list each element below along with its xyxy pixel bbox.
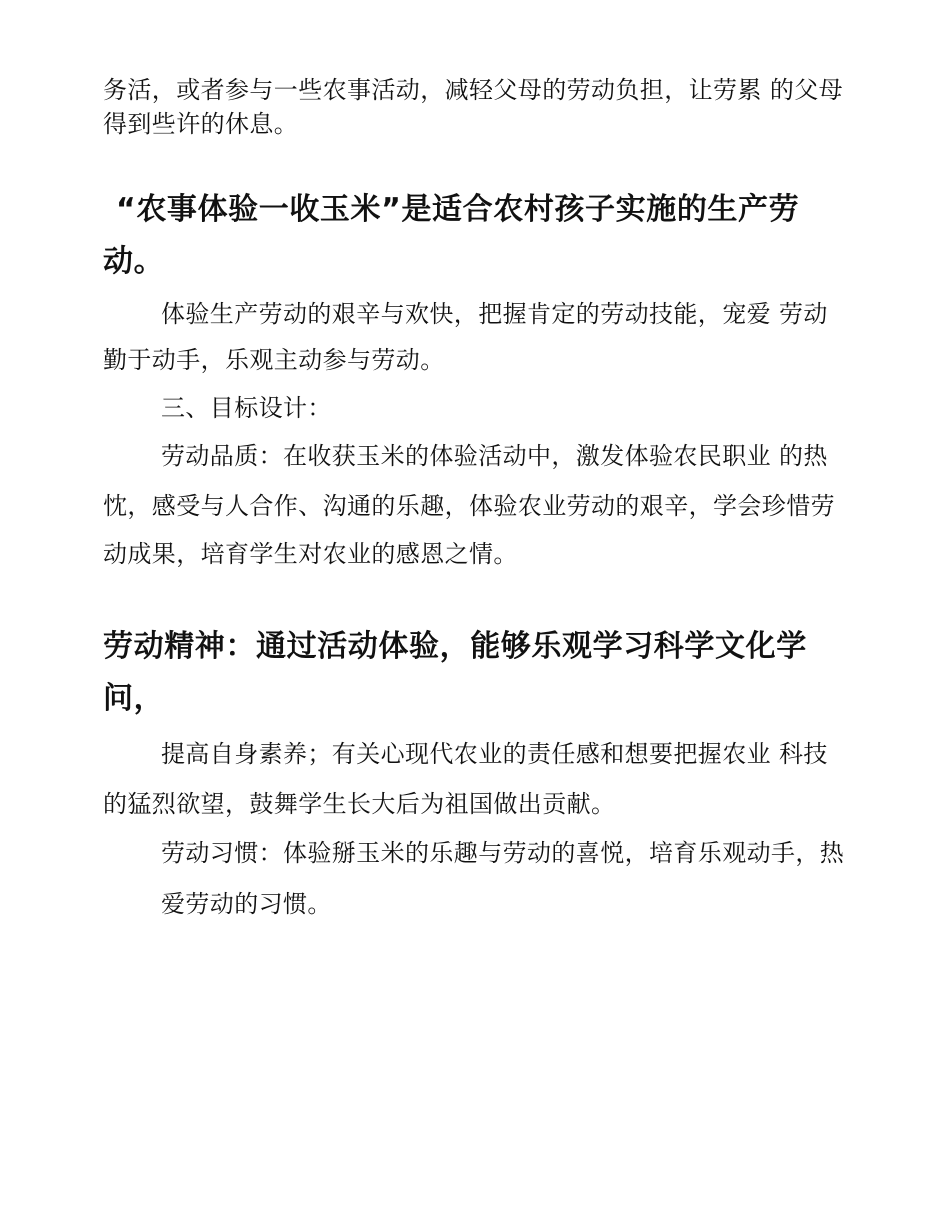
heading-farm-experience-line-1: “农事体验一收玉米”是适合农村孩子实施的生产劳 — [116, 192, 800, 227]
labor-quality-line-2: 忱，感受与人合作、沟通的乐趣，体验农业劳动的艰辛，学会珍惜劳 — [103, 492, 835, 520]
intro-line-2: 得到些许的休息。 — [103, 110, 299, 138]
labor-quality-line-3: 动成果，培育学生对农业的感恩之情。 — [103, 540, 518, 568]
heading-farm-experience-line-2: 动。 — [103, 244, 165, 279]
experience-paragraph-line-1: 体验生产劳动的艰辛与欢快，把握肯定的劳动技能，宠爱 劳动 — [161, 300, 828, 328]
section-title-goal-design: 三、目标设计： — [161, 394, 332, 422]
heading-labor-spirit-line-2: 问， — [103, 681, 165, 716]
labor-habit-line-2: 爱劳动的习惯。 — [161, 890, 332, 918]
labor-spirit-line-1: 提高自身素养；有关心现代农业的责任感和想要把握农业 科技 — [161, 740, 828, 768]
labor-habit-line-1: 劳动习惯：体验掰玉米的乐趣与劳动的喜悦，培育乐观动手，热 — [161, 839, 845, 867]
labor-spirit-line-2: 的猛烈欲望，鼓舞学生长大后为祖国做出贡献。 — [103, 790, 616, 818]
heading-labor-spirit-line-1: 劳动精神：通过活动体验，能够乐观学习科学文化学 — [103, 629, 807, 664]
experience-paragraph-line-2: 勤于动手，乐观主动参与劳动。 — [103, 346, 445, 374]
intro-line-1: 务活，或者参与一些农事活动，减轻父母的劳动负担，让劳累 的父母 — [103, 76, 844, 104]
labor-quality-line-1: 劳动品质：在收获玉米的体验活动中，激发体验农民职业 的热 — [161, 442, 828, 470]
